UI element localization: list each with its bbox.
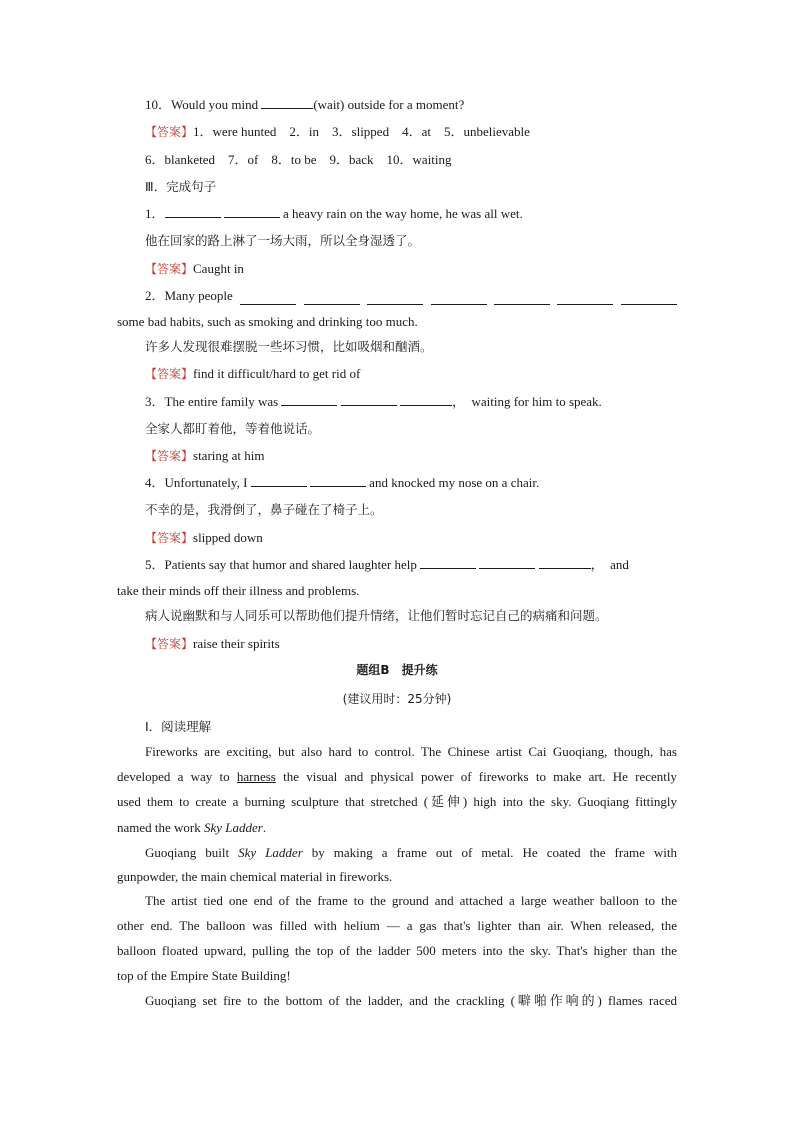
sentence-1-answer: 【答案】Caught in: [145, 261, 244, 276]
answer-tag: 【答案】: [145, 449, 194, 463]
answer-blank: [400, 393, 452, 406]
answer-blank: [479, 556, 535, 569]
sentence-2-translation: 许多人发现很难摆脱一些坏习惯，比如吸烟和酗酒。: [145, 339, 433, 354]
sentence-1: 1． a heavy rain on the way home, he was all wet.: [145, 206, 523, 221]
sentence-2-answer: 【答案】find it difficult/hard to get rid of: [145, 366, 361, 381]
passage-line: top of the Empire State Building!: [117, 968, 291, 983]
passage-line: Guoqiang built Sky Ladder by making a frame out of metal. He coated the frame with: [145, 845, 677, 860]
answer-blank: [240, 292, 296, 305]
sentence-1-translation: 他在回家的路上淋了一场大雨，所以全身湿透了。: [145, 233, 421, 248]
underlined-word: harness: [236, 769, 276, 784]
answer-blank: [367, 292, 423, 305]
answer-blank: [310, 474, 366, 487]
answer-blank: [165, 205, 221, 218]
passage-line: Guoqiang set fire to the bottom of the ladder, and the crackling (噼啪作响的) flames raced: [145, 993, 677, 1008]
answer-blank: [539, 556, 591, 569]
answer-blank: [341, 393, 397, 406]
group-b-title: 题组B 提升练: [356, 663, 438, 677]
section-heading-reading: Ⅰ．阅读理解: [145, 719, 212, 734]
answer-blank: [431, 292, 487, 305]
sentence-5-cont: take their minds off their illness and problems.: [117, 583, 360, 598]
passage-line: named the work Sky Ladder.: [117, 820, 267, 835]
answer-blank: [261, 96, 313, 109]
suggested-time: (建议用时：25分钟): [342, 692, 452, 706]
sentence-5: 5．Patients say that humor and shared laughter help ， and: [145, 557, 629, 572]
sentence-5-answer: 【答案】raise their spirits: [145, 636, 280, 651]
sentence-3-answer: 【答案】staring at him: [145, 448, 265, 463]
sentence-4-answer: 【答案】slipped down: [145, 530, 263, 545]
answer-tag: 【答案】: [145, 531, 194, 545]
sentence-3-translation: 全家人都盯着他，等着他说话。: [145, 421, 321, 436]
passage-line: balloon floated upward, pulling the top of the ladder 500 meters into the sky. That's higher than the: [117, 943, 677, 958]
passage-line: developed a way to harness the visual and physical power of fireworks to make art. He recently: [117, 769, 677, 784]
artwork-title: Sky Ladder: [238, 845, 303, 860]
answer-tag: 【答案】: [145, 262, 194, 276]
sentence-2: 2．Many people: [145, 287, 677, 305]
answer-tag: 【答案】: [145, 637, 194, 651]
answer-blank: [621, 292, 677, 305]
sentence-3: 3．The entire family was ， waiting for him to speak.: [145, 394, 602, 409]
answer-tag: 【答案】: [145, 125, 194, 139]
section-heading-complete-sentences: Ⅲ．完成句子: [145, 179, 217, 194]
sentence-5-translation: 病人说幽默和与人同乐可以帮助他们提升情绪，让他们暂时忘记自己的病痛和问题。: [145, 608, 608, 623]
sentence-4-translation: 不幸的是，我滑倒了，鼻子碰在了椅子上。: [145, 502, 383, 517]
answer-blank: [494, 292, 550, 305]
sentence-4: 4．Unfortunately, I and knocked my nose on a chair.: [145, 475, 540, 490]
answer-blank: [304, 292, 360, 305]
passage-line: gunpowder, the main chemical material in fireworks.: [117, 869, 393, 884]
passage-line: The artist tied one end of the frame to the ground and attached a large weather balloon to the: [145, 893, 677, 908]
answer-line-cont: 6．blanketed 7．of 8．to be 9．back 10．waiting: [145, 152, 452, 167]
answer-blank: [281, 393, 337, 406]
artwork-title: Sky Ladder: [204, 820, 263, 835]
sentence-2-cont: some bad habits, such as smoking and drinking too much.: [117, 314, 418, 329]
answer-blank: [251, 474, 307, 487]
passage-line: used them to create a burning sculpture that stretched (延伸) high into the sky. Guoqiang fittingly: [117, 794, 677, 809]
answer-tag: 【答案】: [145, 367, 194, 381]
answer-blank: [420, 556, 476, 569]
passage-line: Fireworks are exciting, but also hard to control. The Chinese artist Cai Guoqiang, though, has: [145, 744, 677, 759]
passage-line: other end. The balloon was filled with helium — a gas that's lighter than air. When released, the: [117, 918, 677, 933]
answer-blank: [557, 292, 613, 305]
answer-blank: [224, 205, 280, 218]
answer-line: 【答案】1．were hunted 2．in 3．slipped 4．at 5．unbelievable: [145, 124, 530, 139]
question-10: 10．Would you mind (wait) outside for a moment?: [145, 97, 465, 112]
